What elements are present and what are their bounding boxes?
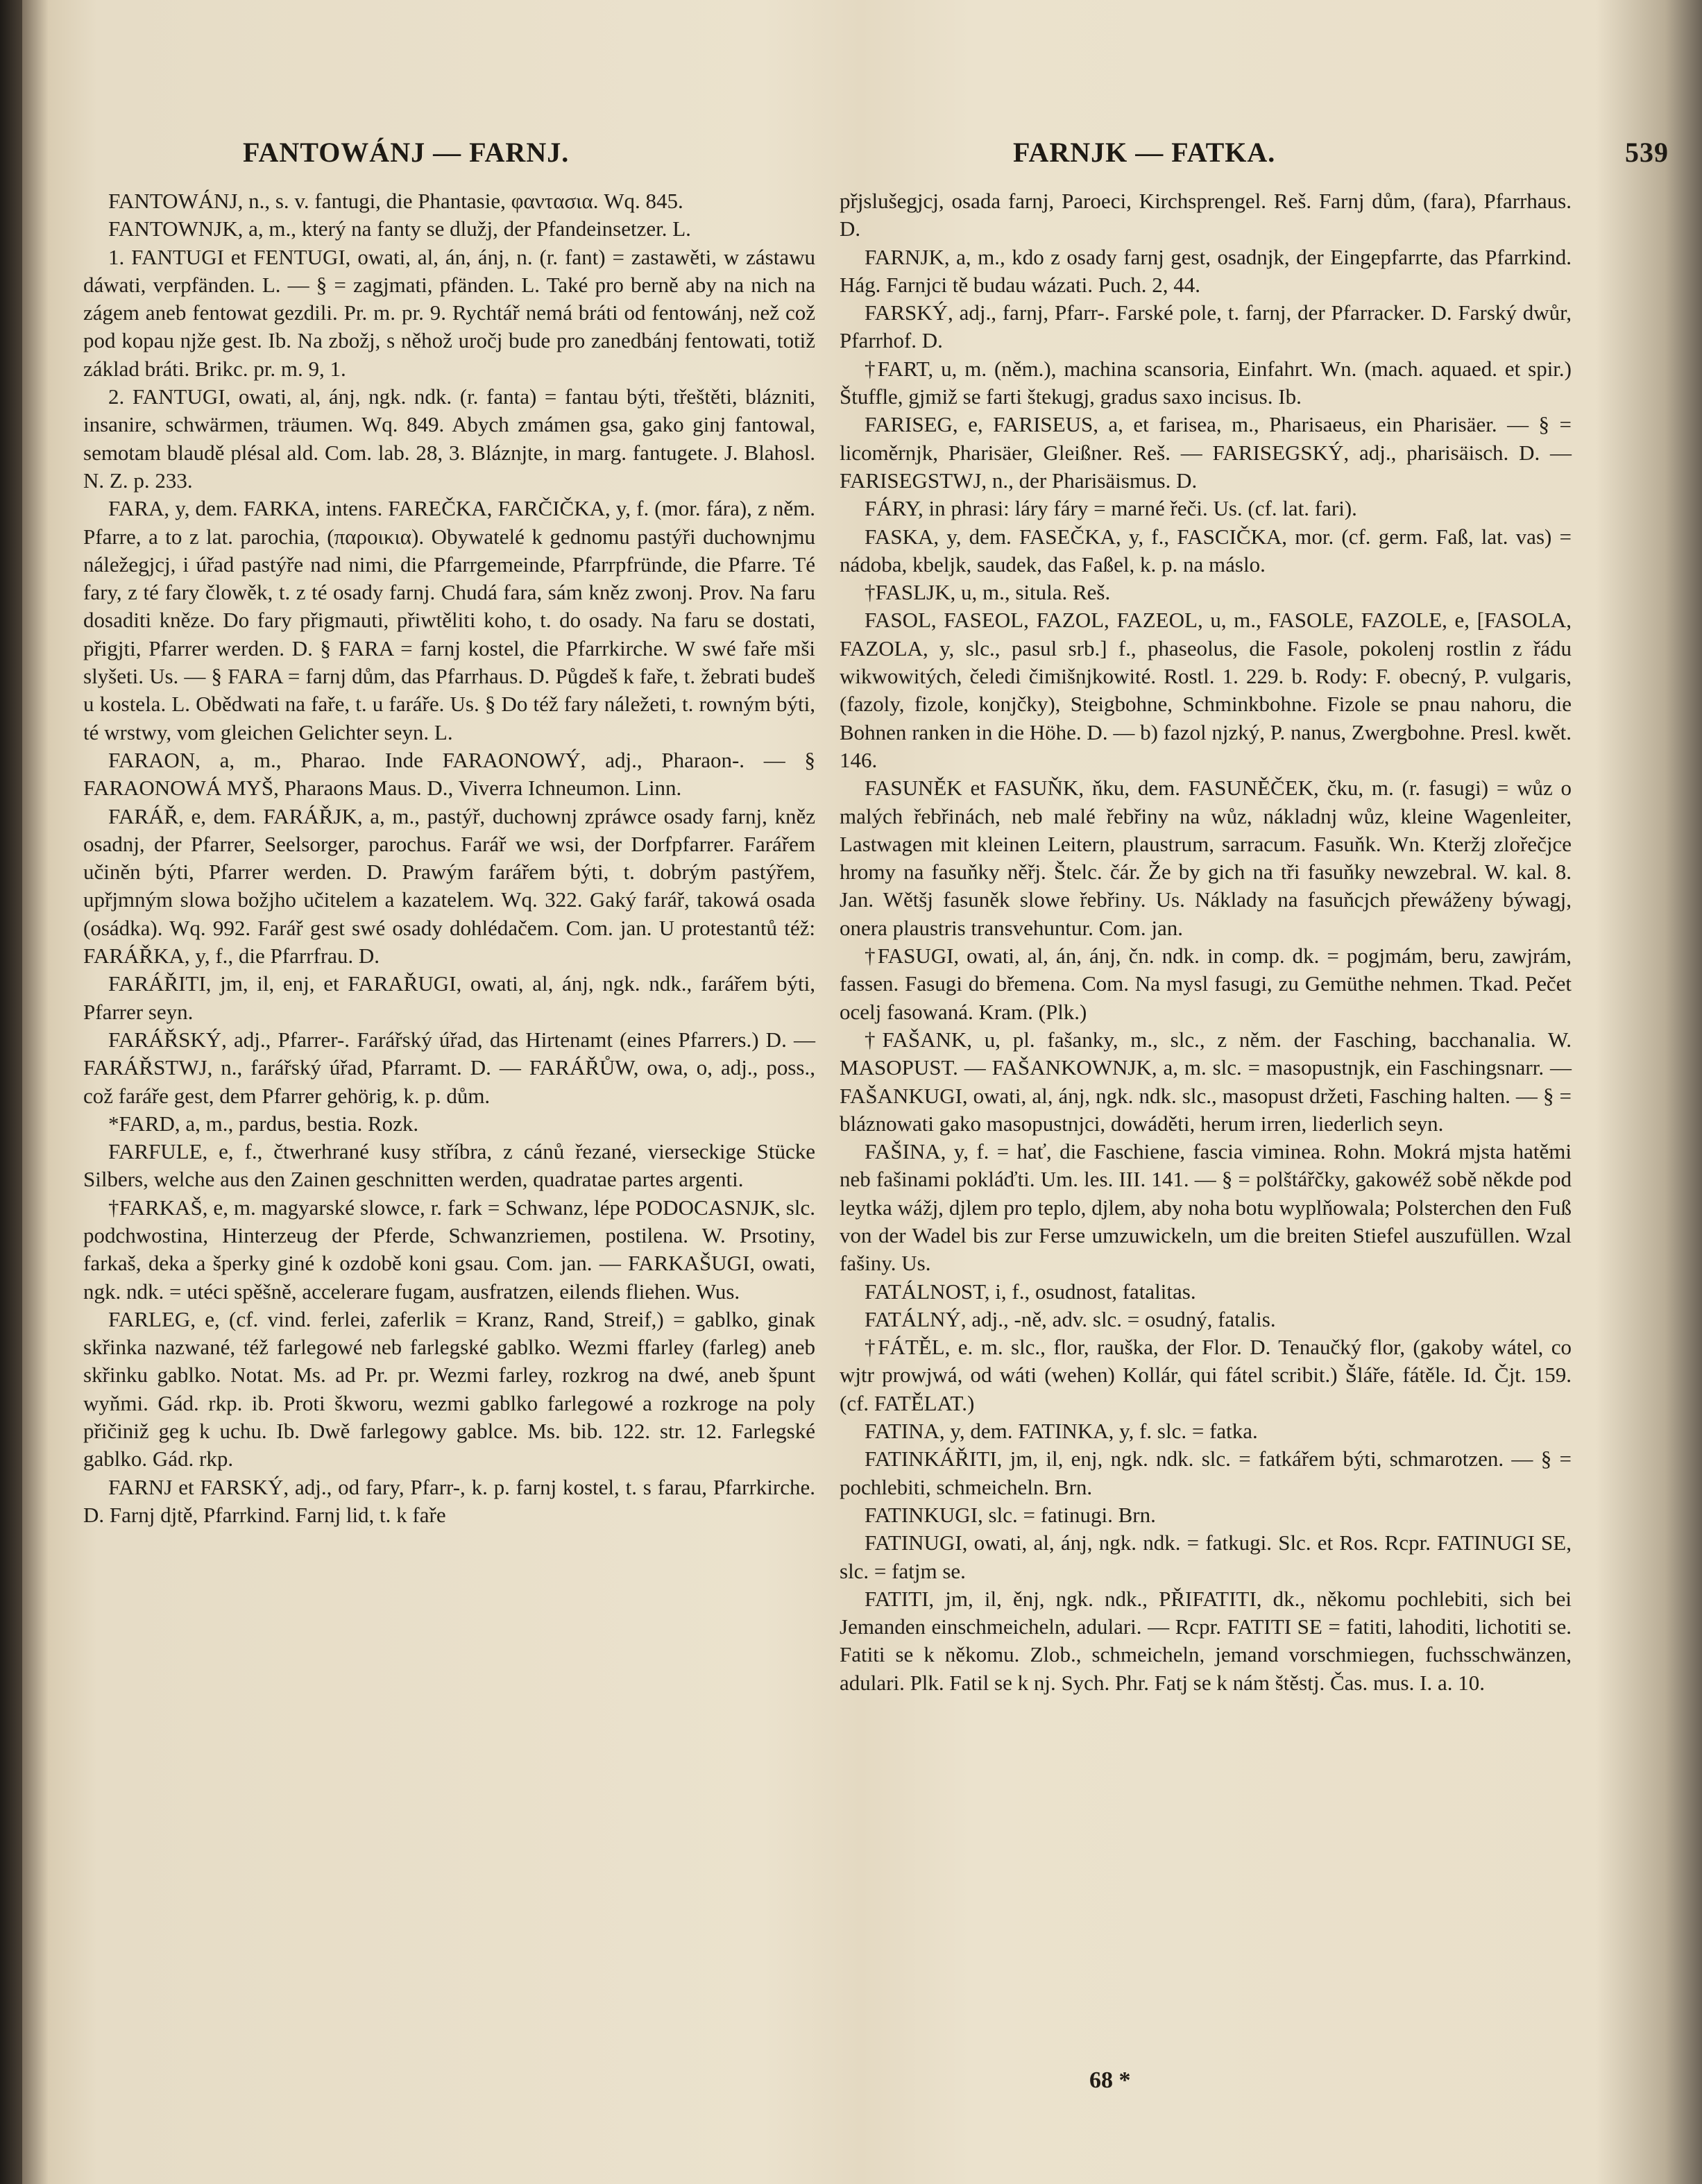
dictionary-entry: †FART, u, m. (něm.), machina scansoria, Einfahrt. Wn. (mach. aquaed. et spir.) Štuffle, gjmiž se farti štekugj, gradus saxo incisus. Ib.: [840, 356, 1572, 409]
right-running-title: FARNJK — FATKA.: [1013, 137, 1276, 168]
dictionary-entry: †FASLJK, u, m., situla. Reš.: [865, 580, 1111, 605]
dictionary-entry: 2. FANTUGI, owati, al, ánj, ngk. ndk. (r. fanta) = fantau býti, třeštěti, blázniti, insanire, schwärmen, träumen. Wq. 849. Abych zmámen gsa, gako ginj fantowal, semotam blaudě plésal ald. Com. lab. 28, 3. Bláznjte, in marg. fantugete. J. Blahosl. N. Z. p. 233.: [83, 384, 815, 493]
page-number: 539: [1625, 137, 1669, 168]
dictionary-entry: †FAŠANK, u, pl. fašanky, m., slc., z něm. der Fasching, bacchanalia. W. MASOPUST. — FAŠANKOWNJK, a, m. slc. = masopustnjk, ein Faschingsnarr. — FAŠANKUGI, owati, al, ánj, ngk. ndk. slc., masopust držeti, Fasching halten. — § = bláznowati gako masopustnjci, dowáděti, herum irren, liederlich seyn.: [840, 1027, 1572, 1136]
dictionary-entry: FARFULE, e, f., čtwerhrané kusy stříbra, z cánů řezané, vierseckige Stücke Silbers, welche aus den Zainen geschnitten werden, quadratae partes argenti.: [83, 1139, 815, 1192]
dictionary-entry: FATINKUGI, slc. = fatinugi. Brn.: [865, 1502, 1156, 1527]
left-column: [83, 187, 815, 1529]
dictionary-entry: FATÁLNÝ, adj., -ně, adv. slc. = osudný, fatalis.: [865, 1306, 1276, 1331]
dictionary-entry: přjslušegjcj, osada farnj, Paroeci, Kirchsprengel. Reš. Farnj dům, (fara), Pfarrhaus. D.: [840, 189, 1572, 241]
dictionary-entry: FAŠINA, y, f. = hať, die Faschiene, fascia viminea. Rohn. Mokrá mjsta hatěmi neb fašinami pokláďti. Um. les. III. 141. — § = polštářčky, gakowéž sobě někde pod leytka wážj, djlem pro teplo, djlem, aby noha botu wyplňowala; Polsterchen den Fuß von der Wadel bis zur Ferse umzuwickeln, um die breiten Stiefel auszufüllen. Wzal fašiny. Us.: [840, 1139, 1572, 1276]
dictionary-entry: FARÁŘ, e, dem. FARÁŘJK, a, m., pastýř, duchownj zpráwce osady farnj, kněz osadnj, der Pfarrer, Seelsorger, parochus. Farář we wsi, der Dorfpfarrer. Farářem učiněn býti, Pfarrer werden. D. Prawým farářem býti, t. dobrým pastýřem, upřjmným slowa božjho učitelem a kazatelem. Wq. 322. Gaký farář, takowá osada (osádka). Wq. 992. Farář gest swé osady dohlédačem. Com. jan. U protestantů též: FARÁŘKA, y, f., die Pfarrfrau. D.: [83, 803, 815, 969]
dictionary-entry: FARNJ et FARSKÝ, adj., od fary, Pfarr-, k. p. farnj kostel, t. s farau, Pfarrkirche. D. Farnj djtě, Pfarrkind. Farnj lid, t. k faře: [83, 1474, 815, 1527]
dictionary-entry: FASKA, y, dem. FASEČKA, y, f., FASCIČKA, mor. (cf. germ. Faß, lat. vas) = nádoba, kbeljk, saudek, das Faßel, k. p. na máslo.: [840, 524, 1572, 577]
dictionary-entry: FATINA, y, dem. FATINKA, y, f. slc. = fatka.: [865, 1419, 1258, 1444]
dictionary-entry: FARAON, a, m., Pharao. Inde FARAONOWÝ, adj., Pharaon-. — § FARAONOWÁ MYŠ, Pharaons Maus. D., Viverra Ichneumon. Linn.: [83, 747, 815, 801]
dictionary-entry: FATÁLNOST, i, f., osudnost, fatalitas.: [865, 1279, 1196, 1304]
dictionary-entry: FARÁŘITI, jm, il, enj, et FARAŘUGI, owati, al, ánj, ngk. ndk., farářem býti, Pfarrer seyn.: [83, 971, 815, 1024]
dictionary-entry: FARLEG, e, (cf. vind. ferlei, zaferlik = Kranz, Rand, Streif,) = gablko, ginak skřinka nazwané, též farlegowé neb farlegské gablko. Wezmi ffarley (farleg) aneb skřinku gablko. Notat. Ms. ad Pr. pr. Wezmi farley, rozkrog na dwé, aneb špunt wyňmi. Gád. rkp. ib. Proti škworu, wezmi gablko farlegowé a rozkroge na poly přičiniž geg k uchu. Ib. Dwě farlegowy gablce. Ms. bib. 122. str. 12. Farlegské gablko. Gád. rkp.: [83, 1306, 815, 1471]
dictionary-entry: †FASUGI, owati, al, án, ánj, čn. ndk. in comp. dk. = pogjmám, beru, zawjrám, fassen. Fasugi do břemena. Com. Na mysl fasugi, zu Gemüthe nehmen. Tkad. Pečet ocelj fasowaná. Kram. (Plk.): [840, 944, 1572, 1024]
dictionary-entry: FARSKÝ, adj., farnj, Pfarr-. Farské pole, t. farnj, der Pfarracker. D. Farský dwůr, Pfarrhof. D.: [840, 300, 1572, 353]
dictionary-entry: FARISEG, e, FARISEUS, a, et farisea, m., Pharisaeus, ein Pharisäer. — § = licoměrnjk, Pharisäer, Gleißner. Reš. — FARISEGSKÝ, adj., pharisäisch. D. — FARISEGSTWJ, n., der Pharisäismus. D.: [840, 412, 1572, 493]
left-running-title: FANTOWÁNJ — FARNJ.: [243, 137, 570, 168]
running-header: [62, 136, 1679, 178]
dictionary-entry: FÁRY, in phrasi: láry fáry = marné řeči. Us. (cf. lat. fari).: [865, 496, 1357, 521]
dictionary-entry: FANTOWNJK, a, m., který na fanty se dlužj, der Pfandeinsetzer. L.: [108, 216, 691, 241]
dictionary-page: [62, 104, 1679, 2172]
dictionary-entry: FATINKÁŘITI, jm, il, enj, ngk. ndk. slc. = fatkářem býti, schmarotzen. — § = pochlebiti, schmeicheln. Brn.: [840, 1447, 1572, 1499]
dictionary-entry: FANTOWÁNJ, n., s. v. fantugi, die Phantasie, φαντασια. Wq. 845.: [108, 189, 683, 213]
dictionary-entry: FARA, y, dem. FARKA, intens. FAREČKA, FARČIČKA, y, f. (mor. fára), z něm. Pfarre, a to z lat. parochia, (παροικια). Obywatelé k gednomu pastýři duchownjmu náležegjcj, i úřad pastýře nad nimi, die Pfarrgemeinde, Pfarrpfründe, die Pfarre. Té fary, z té fary člowěk, t. z té osady farnj. Chudá fara, sám kněz zwonj. Prov. Na faru dosaditi kněze. Do fary přigmauti, přiwtěliti koho, t. do osady. Na faru se dostati, přigjti, Pfarrer werden. D. § FARA = farnj kostel, die Pfarrkirche. W swé faře mši slyšeti. Us. — § FARA = farnj dům, das Pfarrhaus. D. Půgdeš k faře, t. žebrati budeš u kostela. L. Obědwati na faře, t. u faráře. Us. § Do též fary náležeti, t. rowným býti, té wrstwy, vom gleichen Gelichter seyn. L.: [83, 496, 815, 744]
dictionary-entry: 1. FANTUGI et FENTUGI, owati, al, án, ánj, n. (r. fant) = zastawěti, w zástawu dáwati, verpfänden. L. — § = zagjmati, pfänden. L. Také pro berně aby na nich na zágem aneb fentowat gezdili. Pr. m. pr. 9. Rychtář nemá bráti od fentowánj, než což pod kopau njže gest. Ib. Na zbožj, s něhož uročj bude pro zanedbánj fentowati, totiž základ bráti. Brikc. pr. m. 9, 1.: [83, 244, 815, 381]
dictionary-entry: †FÁTĚL, e. m. slc., flor, rauška, der Flor. D. Tenaučký flor, (gakoby wátel, co wjtr prowjwá, od wáti (wehen) Kollár, qui fátel scribit.) Šláře, fátěle. Id. Čjt. 159. (cf. FATĚLAT.): [840, 1335, 1572, 1415]
dictionary-entry: FATITI, jm, il, ěnj, ngk. ndk., PŘIFATITI, dk., někomu pochlebiti, sich bei Jemanden einschmeicheln, adulari. — Rcpr. FATITI SE = fatiti, lahoditi, lichotiti se. Fatiti se k někomu. Zlob., schmeicheln, jemand vorschmiegen, fuchsschwänzen, adulari. Plk. Fatil se k nj. Sych. Phr. Fatj se k nám štěstj. Čas. mus. I. a. 10.: [840, 1586, 1572, 1695]
right-column: [840, 187, 1572, 1697]
book-binding-edge: [0, 0, 22, 2184]
dictionary-entry: †FARKAŠ, e, m. magyarské slowce, r. fark = Schwanz, lépe PODOCASNJK, slc. podchwostina, Hinterzeug der Pferde, Schwanzriemen, postilena. W. Prsotiny, farkaš, deka a šperky giné k ozdobě koni gsau. Com. jan. — FARKAŠUGI, owati, ngk. ndk. = utéci spěšně, accelerare fugam, ausfratzen, eilends fliehen. Wus.: [83, 1195, 815, 1304]
dictionary-entry: FASOL, FASEOL, FAZOL, FAZEOL, u, m., FASOLE, FAZOLE, e, [FASOLA, FAZOLA, y, slc., pasul srb.] f., phaseolus, die Fasole, pokolenj rostlin z řádu wikwowitých, čeledi čimišnjkowité. Rostl. 1. 229. b. Rody: F. obecný, P. vulgaris, (fazoly, fizole, konjčky), Steigbohne, Schminkbohne. Fizole se pnau nahoru, die Bohnen ranken in die Höhe. D. — b) fazol njzký, P. nanus, Zwergbohne. Presl. kwět. 146.: [840, 608, 1572, 772]
dictionary-entry: FASUNĚK et FASUŇK, ňku, dem. FASUNĚČEK, čku, m. (r. fasugi) = wůz o malých řebřinách, neb malé řebřiny na wůz, nákladnj wůz, kleine Wagenleiter, Lastwagen mit kleinen Leitern, plaustrum, sarracum. Fasuňk. Wn. Kteržj zlořečjce hromy na fasuňky něřj. Štelc. čár. Že by gich na tři fasuňky newzebral. W. kal. 8. Jan. Wětšj fasuněk slowe řebřiny. Us. Náklady na fasuňcjch přewáženy býwagj, onera plaustris transvehuntur. Com. jan.: [840, 776, 1572, 940]
signature-mark: 68 *: [1089, 2067, 1131, 2093]
dictionary-entry: FATINUGI, owati, al, ánj, ngk. ndk. = fatkugi. Slc. et Ros. Rcpr. FATINUGI SE, slc. = fatjm se.: [840, 1530, 1572, 1583]
dictionary-entry: FARNJK, a, m., kdo z osady farnj gest, osadnjk, der Eingepfarrte, das Pfarrkind. Hág. Farnjci tě budau wázati. Puch. 2, 44.: [840, 244, 1572, 297]
dictionary-entry: FARÁŘSKÝ, adj., Pfarrer-. Farářský úřad, das Hirtenamt (eines Pfarrers.) D. — FARÁŘSTWJ, n., farářský úřad, Pfarramt. D. — FARÁŘŮW, owa, o, adj., poss., což faráře gest, dem Pfarrer gehörig, k. p. dům.: [83, 1027, 815, 1108]
dictionary-entry: *FARD, a, m., pardus, bestia. Rozk.: [108, 1111, 419, 1136]
